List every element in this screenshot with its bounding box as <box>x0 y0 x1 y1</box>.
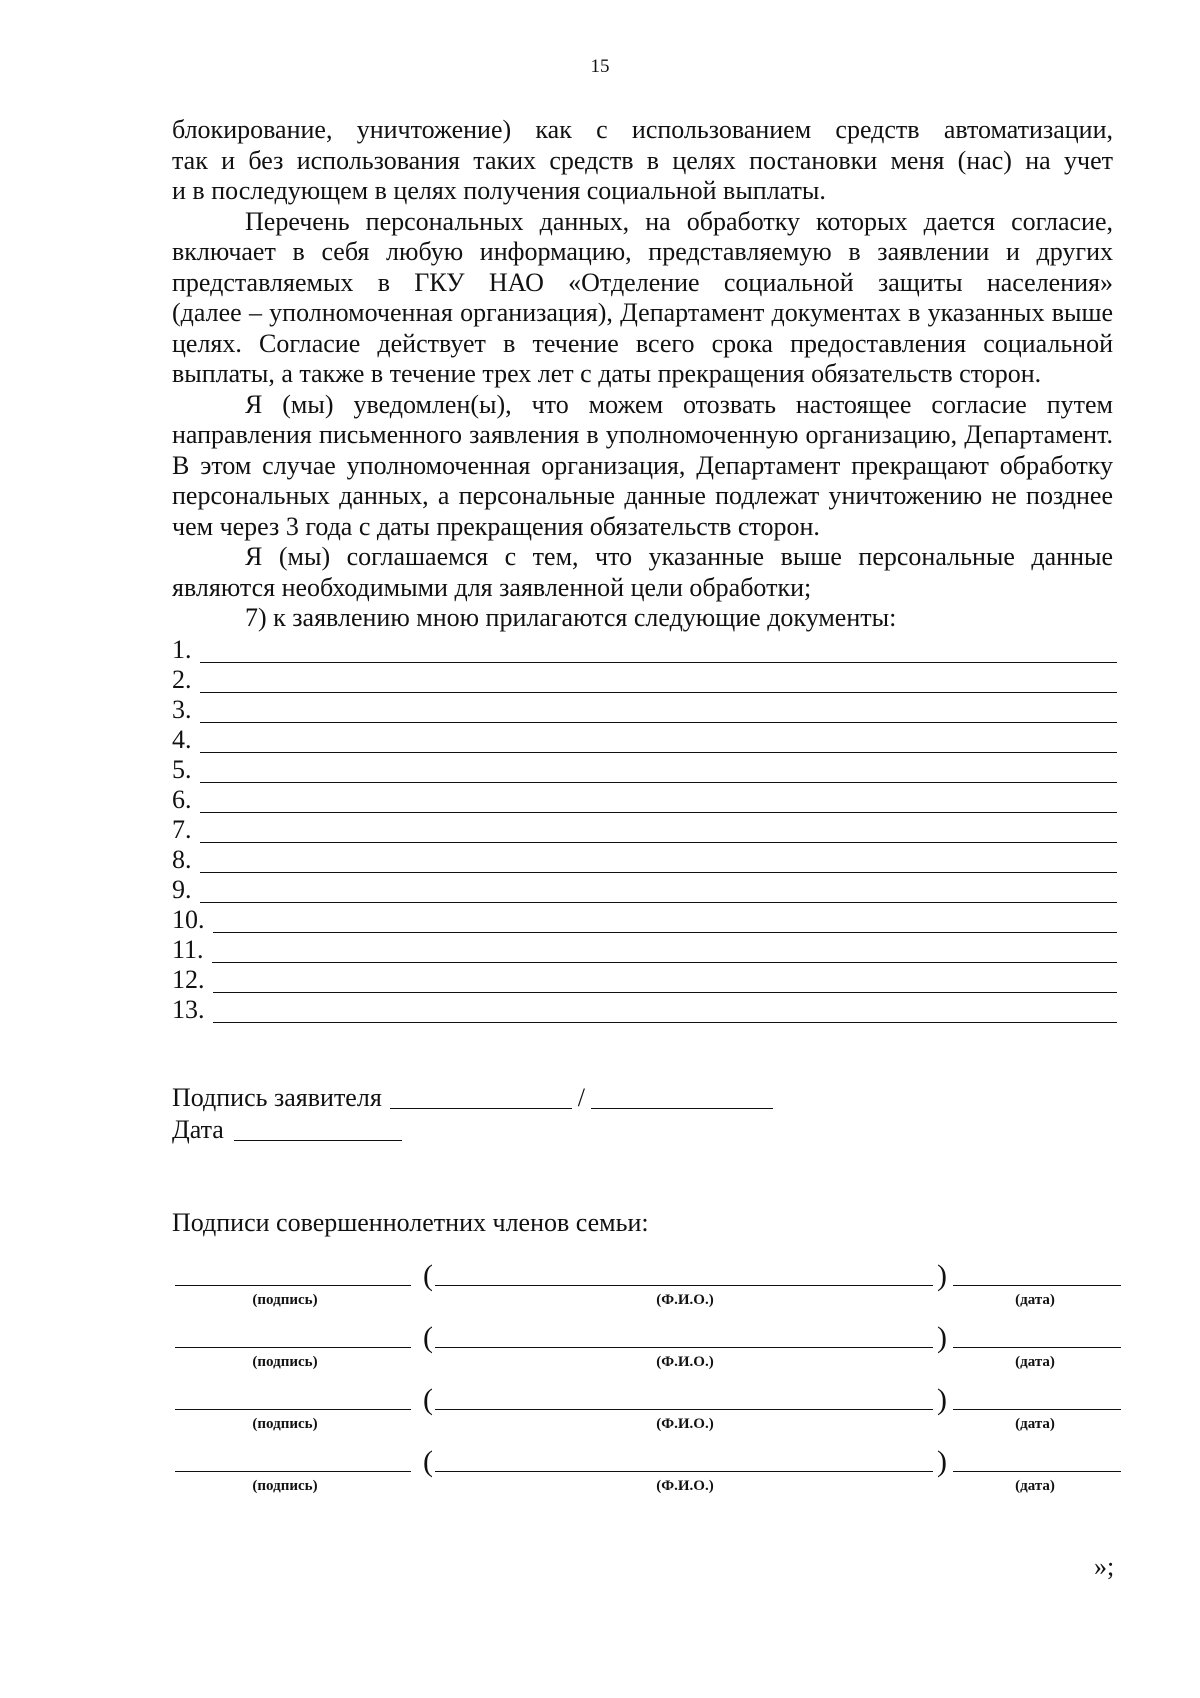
closing-quote: »; <box>1094 1552 1115 1581</box>
paragraph-processing <box>172 115 1113 207</box>
open-paren: ( <box>423 1259 433 1292</box>
close-paren: ) <box>937 1321 947 1354</box>
date-caption: (дата) <box>1015 1478 1055 1494</box>
attachment-blank-line[interactable] <box>200 718 1118 723</box>
applicant-signature-row <box>172 1082 773 1114</box>
member-date-field[interactable] <box>953 1347 1121 1348</box>
applicant-date-row <box>172 1114 773 1146</box>
paragraph-agreement <box>172 542 1113 603</box>
close-paren: ) <box>937 1445 947 1478</box>
applicant-date-label: Дата <box>172 1115 224 1144</box>
attachment-number: 11. <box>172 935 204 964</box>
applicant-name-field[interactable] <box>591 1104 773 1109</box>
attachment-blank-line[interactable] <box>200 658 1118 663</box>
text-line: Я (мы) соглашаемся с тем, что указанные выше персональные данные <box>245 542 1113 571</box>
attachment-row <box>172 873 1117 903</box>
attachment-number: 9. <box>172 875 192 904</box>
attachment-blank-line[interactable] <box>200 868 1118 873</box>
applicant-signature-label: Подпись заявителя <box>172 1083 382 1112</box>
member-signature-field[interactable] <box>175 1409 411 1410</box>
date-caption: (дата) <box>1015 1416 1055 1432</box>
consent-text <box>172 115 1113 634</box>
text-line: Я (мы) уведомлен(ы), что можем отозвать настоящее согласие путем <box>245 389 1113 419</box>
attachment-row <box>172 663 1117 693</box>
member-name-field[interactable] <box>435 1347 933 1348</box>
member-name-field[interactable] <box>435 1471 933 1472</box>
attachment-list <box>172 633 1117 1023</box>
open-paren: ( <box>423 1445 433 1478</box>
attachment-number: 7. <box>172 815 192 844</box>
attachment-blank-line[interactable] <box>213 1018 1118 1023</box>
attachment-row <box>172 963 1117 993</box>
attachment-blank-line[interactable] <box>200 808 1118 813</box>
attachment-number: 1. <box>172 635 192 664</box>
attachment-blank-line[interactable] <box>212 958 1117 963</box>
text-line: являются необходимыми для заявленной цели обработки; <box>172 572 812 602</box>
date-caption: (дата) <box>1015 1354 1055 1370</box>
page-number: 15 <box>590 56 610 77</box>
text-line: В этом случае уполномоченная организация, Департамент прекращают обработку <box>172 450 1113 480</box>
member-name-field[interactable] <box>435 1285 933 1286</box>
member-signature-field[interactable] <box>175 1471 411 1472</box>
attachment-number: 6. <box>172 785 192 814</box>
paragraph-data-list <box>172 207 1113 390</box>
text-line: включает в себя любую информацию, представляемую в заявлении и других <box>172 237 1113 266</box>
signature-caption: (подпись) <box>252 1354 318 1370</box>
name-caption: (Ф.И.О.) <box>656 1354 714 1370</box>
attachment-number: 4. <box>172 725 192 754</box>
family-signature-row <box>175 1321 1120 1374</box>
member-date-field[interactable] <box>953 1285 1121 1286</box>
open-paren: ( <box>423 1321 433 1354</box>
family-signature-row <box>175 1383 1120 1436</box>
member-signature-field[interactable] <box>175 1347 411 1348</box>
close-paren: ) <box>937 1259 947 1292</box>
attachment-row <box>172 993 1117 1023</box>
attachment-number: 2. <box>172 665 192 694</box>
date-caption: (дата) <box>1015 1292 1055 1308</box>
close-paren: ) <box>937 1383 947 1416</box>
text-line: и в последующем в целях получения социальной выплаты. <box>172 176 826 205</box>
text-line: 7) к заявлению мною прилагаются следующие документы: <box>245 603 897 632</box>
attachment-blank-line[interactable] <box>200 838 1118 843</box>
attachment-row <box>172 903 1117 933</box>
signature-caption: (подпись) <box>252 1292 318 1308</box>
attachment-row <box>172 933 1117 963</box>
text-line: так и без использования таких средств в целях постановки меня (нас) на учет <box>172 145 1113 175</box>
text-line: направления письменного заявления в уполномоченную организацию, Департамент. <box>172 420 1113 449</box>
attachment-number: 10. <box>172 905 205 934</box>
attachment-blank-line[interactable] <box>213 988 1118 993</box>
family-signatures-title: Подписи совершеннолетних членов семьи: <box>172 1208 649 1237</box>
name-caption: (Ф.И.О.) <box>656 1478 714 1494</box>
text-line: Перечень персональных данных, на обработку которых дается согласие, <box>245 206 1113 236</box>
member-signature-field[interactable] <box>175 1285 411 1286</box>
text-line: чем через 3 года с даты прекращения обязательств сторон. <box>172 511 820 541</box>
text-line: персональных данных, а персональные данные подлежат уничтожению не позднее <box>172 481 1113 510</box>
text-line: выплаты, а также в течение трех лет с даты прекращения обязательств сторон. <box>172 359 1042 388</box>
attachment-blank-line[interactable] <box>200 748 1118 753</box>
paragraph-withdrawal <box>172 390 1113 543</box>
attachment-row <box>172 753 1117 783</box>
attachment-row <box>172 783 1117 813</box>
attachment-blank-line[interactable] <box>200 778 1118 783</box>
attachment-number: 5. <box>172 755 192 784</box>
text-line: целях. Согласие действует в течение всего срока предоставления социальной <box>172 328 1113 358</box>
signature-separator: / <box>577 1083 586 1112</box>
attachment-number: 13. <box>172 995 205 1024</box>
member-date-field[interactable] <box>953 1409 1121 1410</box>
attachment-number: 8. <box>172 845 192 874</box>
attachment-number: 12. <box>172 965 205 994</box>
paragraph-attachments-heading <box>172 603 1113 634</box>
text-line: (далее – уполномоченная организация), Департамент документах в указанных выше <box>172 298 1113 327</box>
attachment-number: 3. <box>172 695 192 724</box>
attachment-row <box>172 723 1117 753</box>
family-signature-row <box>175 1445 1120 1498</box>
attachment-blank-line[interactable] <box>200 898 1118 903</box>
attachment-row <box>172 693 1117 723</box>
text-line: блокирование, уничтожение) как с использованием средств автоматизации, <box>172 115 1113 144</box>
applicant-signature-block <box>172 1082 773 1146</box>
attachment-row <box>172 633 1117 663</box>
member-date-field[interactable] <box>953 1471 1121 1472</box>
name-caption: (Ф.И.О.) <box>656 1416 714 1432</box>
attachment-row <box>172 813 1117 843</box>
open-paren: ( <box>423 1383 433 1416</box>
attachment-blank-line[interactable] <box>200 688 1118 693</box>
signature-caption: (подпись) <box>252 1478 318 1494</box>
applicant-signature-field[interactable] <box>390 1104 572 1109</box>
applicant-date-field[interactable] <box>234 1136 402 1141</box>
signature-caption: (подпись) <box>252 1416 318 1432</box>
family-signature-row <box>175 1259 1120 1312</box>
member-name-field[interactable] <box>435 1409 933 1410</box>
attachment-row <box>172 843 1117 873</box>
attachment-blank-line[interactable] <box>213 928 1118 933</box>
name-caption: (Ф.И.О.) <box>656 1292 714 1308</box>
text-line: представляемых в ГКУ НАО «Отделение социальной защиты населения» <box>172 267 1113 297</box>
